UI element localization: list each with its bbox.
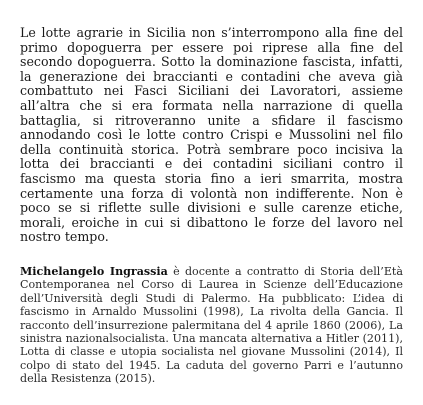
author-name: Michelangelo Ingrassia	[20, 264, 168, 278]
book-back-cover	[20, 26, 403, 386]
synopsis-paragraph: Le lotte agrarie in Sicilia non s’interrompono alla fine del primo dopoguerra per essere poi riprese alla fine del secondo dopoguerra. Sotto la dominazione fascista, infatti, la generazione dei braccianti e contadini che aveva già combattuto nei Fasci Siciliani dei Lavoratori, assieme all’altra che si era formata nella narrazione di quella battaglia, si ritroveranno unite a sfidare il fascismo annodando così le lotte contro Crispi e Mussolini nel filo della continuità storica. Potrà sembrare poco incisiva la lotta dei braccianti e dei contadini siciliani contro il fascismo ma questa storia fino a ieri smarrita, mostra certamente una forza di volontà non indifferente. Non è poco se si riflette sulle divisioni e sulle carenze etiche, morali, eroiche in cui si dibattono le forze del lavoro nel nostro tempo.	[20, 25, 403, 245]
author-bio-text: è docente a contratto di Storia dell’Età Contemporanea nel Corso di Laurea in Scienze dell’Educazione dell’Università degli Studi di Palermo. Ha pubblicato: L’idea di fascismo in Arnaldo Mussolini (1998), La rivolta della Gancia. Il racconto dell’insurrezione palermitana del 4 aprile 1860 (2006), La sinistra nazionalsocialista. Una mancata alternativa a Hitler (2011), Lotta di classe e utopia socialista nel giovane Mussolini (2014), Il colpo di stato del 1945. La caduta del governo Parri e l’autunno della Resistenza (2015).	[20, 264, 403, 386]
author-bio	[20, 265, 403, 386]
